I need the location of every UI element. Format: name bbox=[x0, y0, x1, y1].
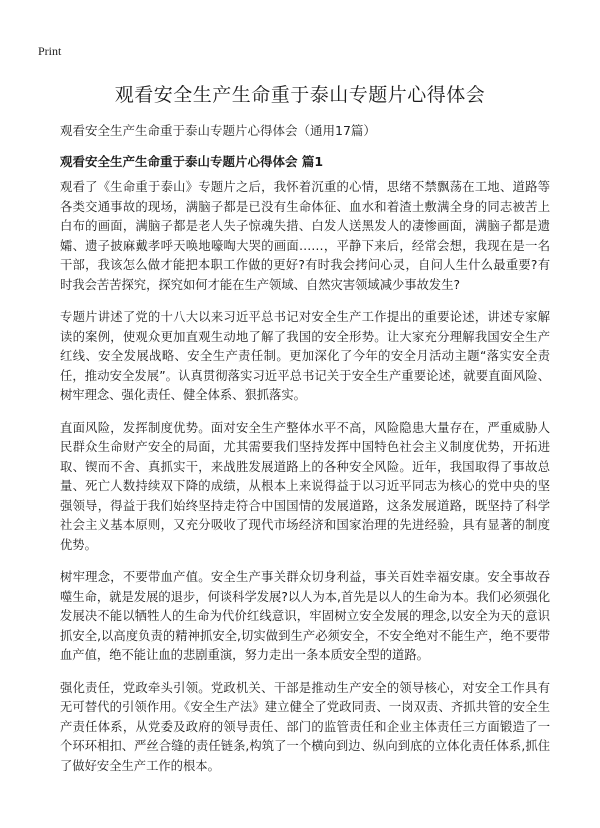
print-link[interactable]: Print bbox=[38, 44, 62, 58]
article-body bbox=[60, 178, 550, 789]
paragraph: 专题片讲述了党的十八大以来习近平总书记对安全生产工作提出的重要论述，讲述专家解读的案例，使观众更加直观生动地了解了我国的安全形势。让大家充分理解我国安全生产红线、安全发展战略、安全生产责任制。更加深化了今年的安全月活动主题“落实安全责任，推动安全发展”。认真贯彻落实习近平总书记关于安全生产重要论述，就要直面风险、树牢理念、强化责任、健全体系、狠抓落实。 bbox=[60, 310, 550, 402]
page-title: 观看安全生产生命重于泰山专题片心得体会 bbox=[114, 84, 486, 106]
paragraph: 直面风险，发挥制度优势。面对安全生产整体水平不高，风险隐患大量存在，严重威胁人民群众生命财产安全的局面，尤其需要我们坚持发挥中国特色社会主义制度优势，开拓进取、锲而不舍、真抓实干，来战胜发展道路上的各种安全风险。近年，我国取得了事故总量、死亡人数持续双下降的成绩，从根本上来说得益于以习近平同志为核心的党中央的坚强领导，得益于我们始终坚持走符合中国国情的发展道路，这条发展道路，既坚持了科学社会主义基本原则，又充分吸收了现代市场经济和国家治理的先进经验，具有显著的制度优势。 bbox=[60, 420, 550, 552]
section-heading: 观看安全生产生命重于泰山专题片心得体会 篇1 bbox=[60, 154, 324, 169]
paragraph: 观看了《生命重于泰山》专题片之后，我怀着沉重的心情，思绪不禁飘荡在工地、道路等各类交通事故的现场，满脑子都是已没有生命体征、血水和着渣土敷满全身的同志被苦上白布的画面，满脑子都是老人失子惊魂失措、白发人送黑发人的凄惨画面，满脑子都是遗孀、遗子披麻戴孝呼天唤地嚎啕大哭的画面……，平静下来后，经常会想，我现在是一名干部，我该怎么做才能把本职工作做的更好?有时我会拷问心灵，自问人生什么最重要?有时我会苦苦探究，探究如何才能在生产领域、自然灾害领域减少事故发生? bbox=[60, 180, 550, 292]
paragraph: 树牢理念，不要带血产值。安全生产事关群众切身利益，事关百姓幸福安康。安全事故吞噬生命，就是发展的退步，何谈科学发展?以人为本,首先是以人的生命为本。我们必须强化发展决不能以牺牲人的生命为代价红线意识，牢固树立安全发展的理念,以安全为天的意识抓安全,以高度负责的精神抓安全,切实做到生产必须安全，不安全绝对不能生产，绝不要带血产值，绝不能让血的悲剧重演，努力走出一条本质安全型的道路。 bbox=[60, 570, 551, 662]
paragraph: 强化责任，党政牵头引领。党政机关、干部是推动生产安全的领导核心，对安全工作具有无可替代的引领作用。《安全生产法》建立健全了党政同责、一岗双责、齐抓共管的安全生产责任体系，从党委及政府的领导责任、部门的监管责任和企业主体责任三方面锻造了一个环环相扣、严丝合缝的责任链条,构筑了一个横向到边、纵向到底的立体化责任体系,抓住了做好安全生产工作的根本。 bbox=[60, 680, 550, 773]
document-subtitle: 观看安全生产生命重于泰山专题片心得体会（通用17篇） bbox=[60, 123, 376, 138]
